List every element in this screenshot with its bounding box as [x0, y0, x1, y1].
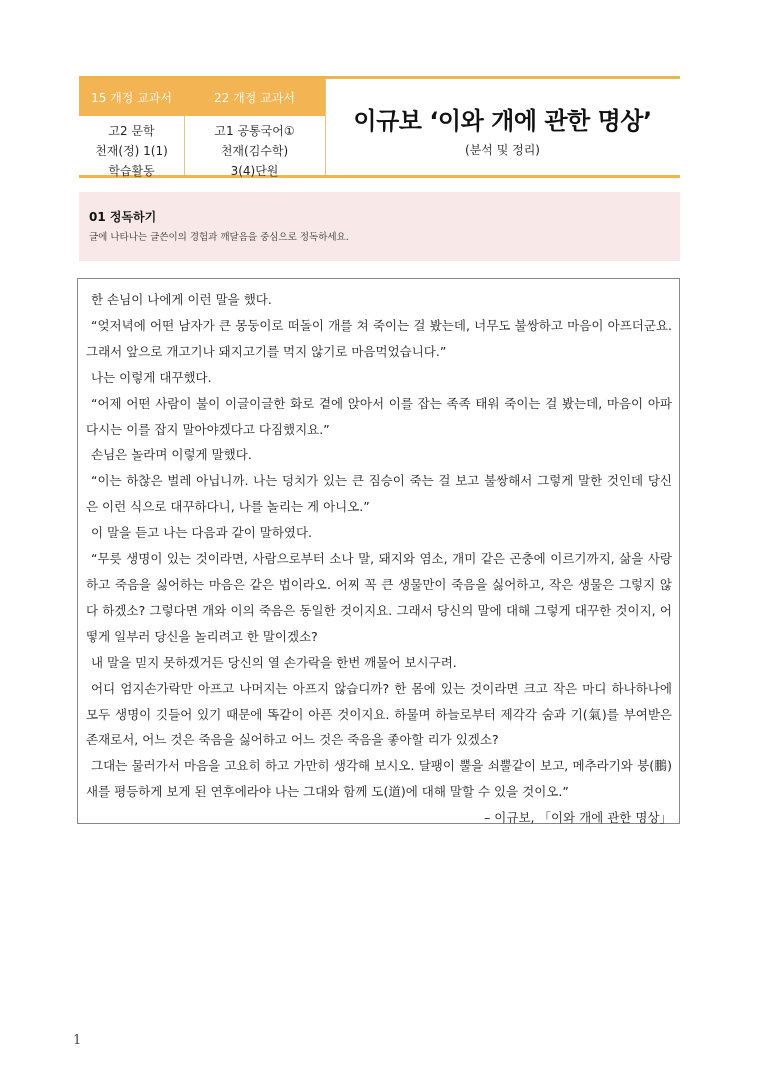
passage-paragraph: “어제 어떤 사람이 불이 이글이글한 화로 곁에 앉아서 이를 잡는 족족 태워 죽이는 걸 봤는데, 마음이 아파 다시는 이를 잡지 말아야겠다고 다짐했지요.” [86, 395, 672, 437]
task-title: 01 정독하기 [89, 210, 157, 224]
passage-paragraph: 어디 엄지손가락만 아프고 나머지는 아프지 않습디까? 한 몸에 있는 것이라면 크고 작은 마디 하나하나에 모두 생명이 깃들어 있기 때문에 똑같이 아픈 것이지요. 하물며 하늘로부터 제각각 숨과 기(氣)를 부여받은 존재로서, 어느 것은 죽음을 싫어하고 어느 것은 죽음을 좋아할 리가 있겠소? [86, 680, 672, 748]
passage-paragraph: 손님은 놀라며 이렇게 말했다. [91, 447, 252, 463]
passage-box [77, 278, 680, 824]
passage-paragraph: 그대는 물러가서 마음을 고요히 하고 가만히 생각해 보시오. 달팽이 뿔을 쇠뿔같이 보고, 메추라기와 붕(鵬)새를 평등하게 보게 된 연후에라야 나는 그대와 함께 도(道)에 대해 말할 수 있을 것이오.” [86, 758, 672, 800]
passage-paragraph: “엊저녁에 어떤 남자가 큰 몽둥이로 떠돌이 개를 쳐 죽이는 걸 봤는데, 너무도 불쌍하고 마음이 아프더군요. 그래서 앞으로 개고기나 돼지고기를 먹지 않기로 마음먹었습니다.” [86, 317, 672, 359]
passage-paragraph: 나는 이렇게 대꾸했다. [91, 369, 212, 385]
curriculum-22-label: 22 개정 교과서 [184, 79, 325, 116]
passage-attribution: – 이규보, 「이와 개에 관한 명상」 [484, 810, 672, 826]
page-number: 1 [73, 1033, 82, 1048]
document-subtitle: (분석 및 정리) [465, 143, 540, 157]
passage-paragraph: 한 손님이 나에게 이런 말을 했다. [91, 292, 272, 307]
document-header [79, 76, 680, 178]
curriculum-22-line: 천재(김수학) [220, 144, 289, 158]
passage-paragraph: “무릇 생명이 있는 것이라면, 사람으로부터 소나 말, 돼지와 염소, 개미 같은 곤충에 이르기까지, 삶을 사랑하고 죽음을 싫어하는 마음은 같은 법이라오. 어찌 꼭 큰 생물만이 죽음을 싫어하고, 작은 생물은 그렇지 않다 하겠소? 그렇다면 개와 이의 죽음은 동일한 것이지요. 그래서 당신의 말에 대해 그렇게 대꾸한 것이지, 어떻게 일부러 당신을 놀리려고 한 말이겠소? [86, 551, 672, 644]
curriculum-15-info [79, 116, 184, 181]
curriculum-15-line: 천재(정) 1(1) [95, 144, 168, 158]
curriculum-22-info [184, 116, 325, 181]
passage-paragraph: “이는 하찮은 벌레 아닙니까. 나는 덩치가 있는 큰 짐승이 죽는 걸 보고 불쌍해서 그렇게 말한 것인데 당신은 이런 식으로 대꾸하다니, 나를 놀리는 게 아니오.” [86, 473, 672, 515]
document-title: 이규보 ‘이와 개에 관한 명상’ [353, 107, 652, 135]
curriculum-15-line: 학습활동 [108, 164, 155, 178]
curriculum-15-line: 고2 문학 [108, 124, 155, 138]
curriculum-22-column [184, 79, 326, 178]
curriculum-15-label: 15 개정 교과서 [79, 79, 184, 116]
title-area [325, 79, 680, 175]
curriculum-22-line: 3(4)단원 [230, 164, 279, 178]
task-box [79, 192, 680, 261]
passage-paragraph: 이 말을 듣고 나는 다음과 같이 말하였다. [91, 525, 313, 541]
passage-paragraph: 내 말을 믿지 못하겠거든 당신의 열 손가락을 한번 깨물어 보시구려. [91, 654, 457, 670]
curriculum-15-column [79, 79, 185, 178]
task-description: 글에 나타나는 글쓴이의 경험과 깨달음을 중심으로 정독하세요. [89, 232, 349, 243]
curriculum-22-line: 고1 공통국어① [214, 124, 295, 138]
